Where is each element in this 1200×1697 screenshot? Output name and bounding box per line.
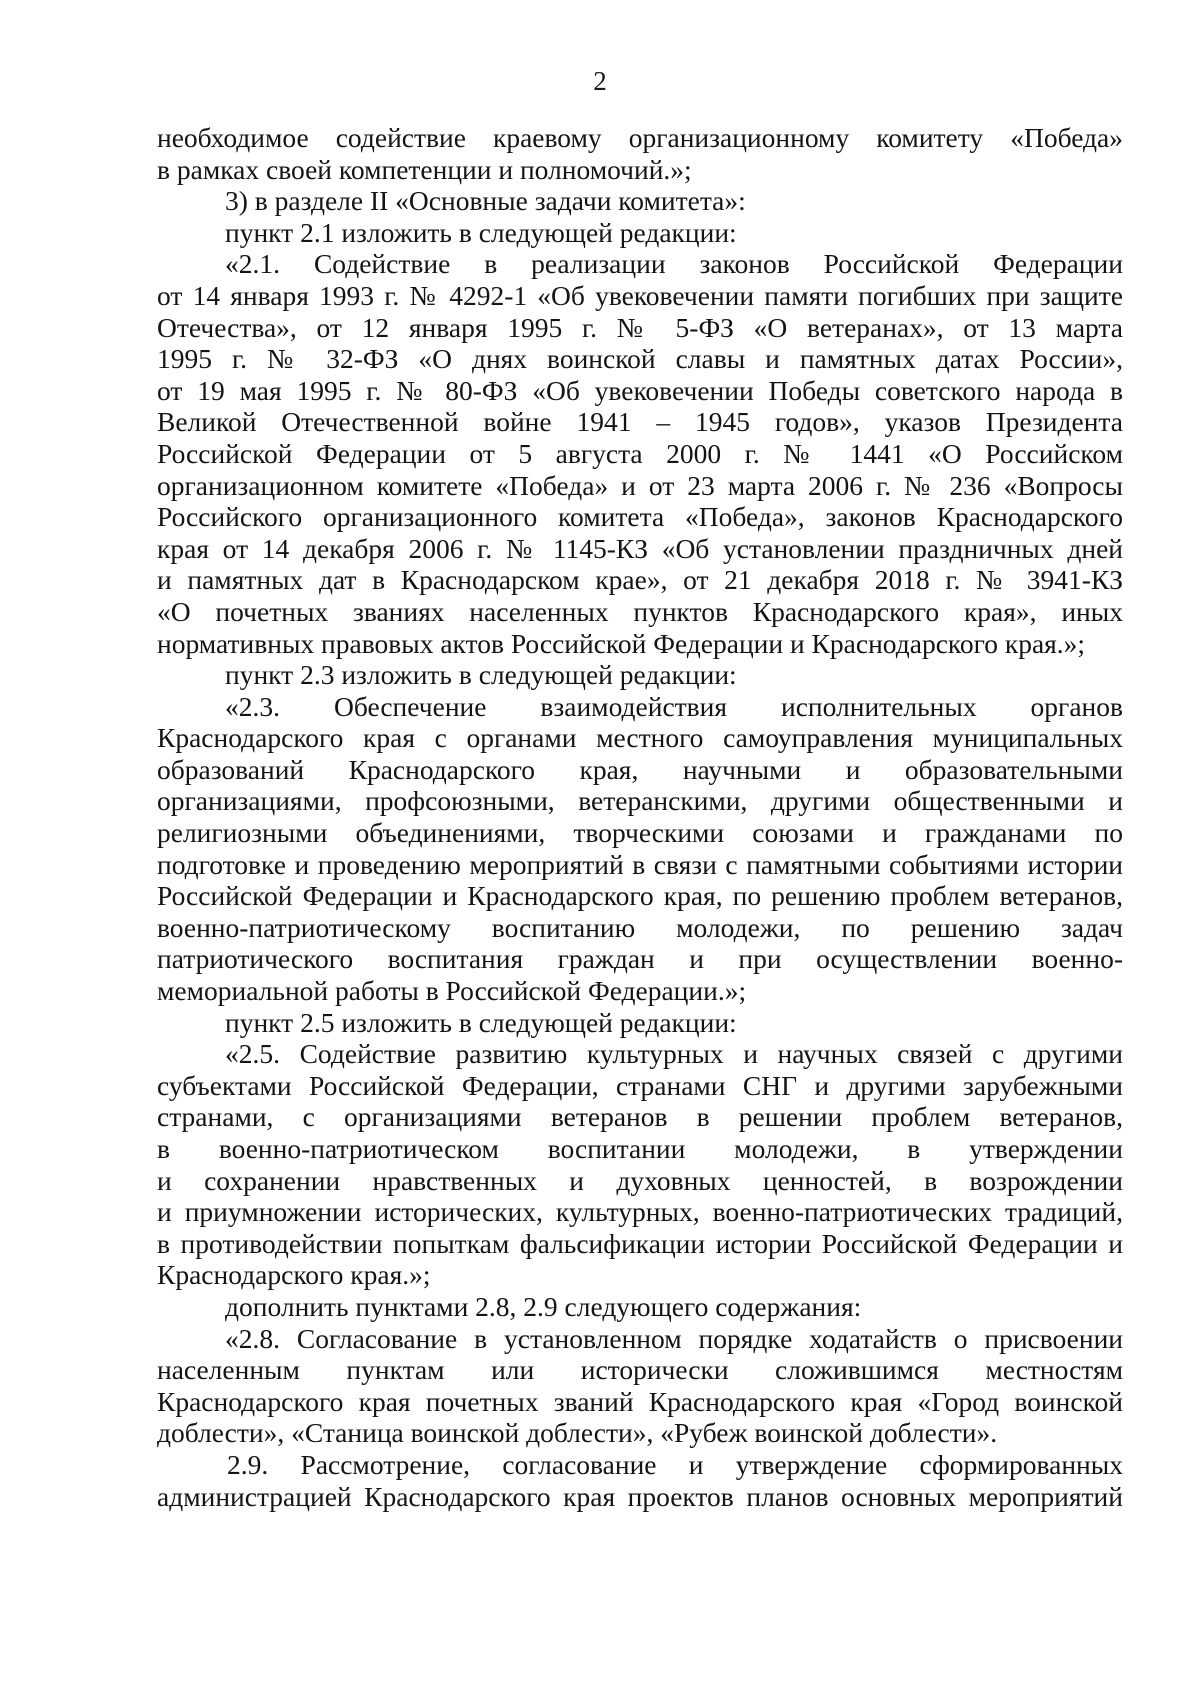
text-line: доблести», «Станица воинской доблести», «Рубеж воинской доблести». bbox=[157, 1417, 998, 1449]
text-line: и памятных дат в Краснодарском крае», от 21 декабря 2018 г. № 3941-КЗ bbox=[157, 564, 1123, 596]
text-line: 1995 г. № 32-ФЗ «О днях воинской славы и памятных датах России», bbox=[157, 343, 1123, 375]
text-line: населенным пунктам или исторически сложившимся местностям bbox=[157, 1354, 1123, 1386]
text-line: Краснодарского края с органами местного самоуправления муниципальных bbox=[157, 722, 1123, 754]
text-line: субъектами Российской Федерации, странами СНГ и другими зарубежными bbox=[157, 1069, 1123, 1101]
text-line: нормативных правовых актов Российской Федерации и Краснодарского края.»; bbox=[157, 627, 1086, 659]
text-line: пункт 2.1 изложить в следующей редакции: bbox=[225, 216, 737, 248]
text-line: «2.5. Содействие развитию культурных и научных связей с другими bbox=[225, 1038, 1123, 1070]
text-line: края от 14 декабря 2006 г. № 1145-КЗ «Об установлении праздничных дней bbox=[157, 532, 1123, 564]
text-line: пункт 2.3 изложить в следующей редакции: bbox=[225, 659, 737, 691]
text-line: от 14 января 1993 г. № 4292-1 «Об увековечении памяти погибших при защите bbox=[157, 279, 1123, 311]
text-line: в рамках своей компетенции и полномочий.»; bbox=[157, 153, 692, 185]
text-line: администрацией Краснодарского края проектов планов основных мероприятий bbox=[157, 1480, 1123, 1512]
text-line: «2.8. Согласование в установленном порядке ходатайств о присвоении bbox=[225, 1322, 1123, 1354]
text-line: мемориальной работы в Российской Федерации.»; bbox=[157, 975, 747, 1007]
text-line: пункт 2.5 изложить в следующей редакции: bbox=[225, 1006, 737, 1038]
text-line: необходимое содействие краевому организационному комитету «Победа» bbox=[157, 122, 1123, 153]
text-line: Краснодарского края почетных званий Краснодарского края «Город воинской bbox=[157, 1385, 1123, 1417]
page-number: 2 bbox=[593, 66, 607, 96]
text-line: Российской Федерации и Краснодарского края, по решению проблем ветеранов, bbox=[157, 880, 1123, 912]
text-line: «О почетных званиях населенных пунктов Краснодарского края», иных bbox=[157, 595, 1123, 627]
text-line: патриотического воспитания граждан и при осуществлении военно- bbox=[157, 943, 1123, 975]
text-line: 2.9. Рассмотрение, согласование и утверждение сформированных bbox=[227, 1448, 1123, 1480]
text-line: организациями, профсоюзными, ветеранскими, другими общественными и bbox=[157, 785, 1123, 817]
text-line: Российского организационного комитета «Победа», законов Краснодарского bbox=[157, 501, 1123, 533]
text-line: от 19 мая 1995 г. № 80-ФЗ «Об увековечении Победы советского народа в bbox=[157, 374, 1123, 406]
text-line: странами, с организациями ветеранов в решении проблем ветеранов, bbox=[157, 1101, 1123, 1133]
text-line: Краснодарского края.»; bbox=[157, 1259, 431, 1291]
text-line: 3) в разделе II «Основные задачи комитета»: bbox=[225, 185, 746, 217]
text-line: религиозными объединениями, творческими союзами и гражданами по bbox=[157, 817, 1123, 849]
text-line: образований Краснодарского края, научными и образовательными bbox=[157, 753, 1123, 785]
text-line: дополнить пунктами 2.8, 2.9 следующего содержания: bbox=[225, 1290, 862, 1322]
text-line: «2.3. Обеспечение взаимодействия исполнительных органов bbox=[225, 690, 1123, 722]
text-line: в противодействии попыткам фальсификации истории Российской Федерации и bbox=[157, 1227, 1123, 1259]
text-line: Великой Отечественной войне 1941 – 1945 годов», указов Президента bbox=[157, 406, 1123, 438]
text-line: Отечества», от 12 января 1995 г. № 5-ФЗ «О ветеранах», от 13 марта bbox=[157, 311, 1123, 343]
text-line: подготовке и проведению мероприятий в связи с памятными событиями истории bbox=[157, 848, 1123, 880]
text-line: «2.1. Содействие в реализации законов Российской Федерации bbox=[225, 248, 1123, 280]
text-line: Российской Федерации от 5 августа 2000 г. № 1441 «О Российском bbox=[157, 437, 1123, 469]
text-line: в военно-патриотическом воспитании молодежи, в утверждении bbox=[157, 1133, 1123, 1164]
text-line: организационном комитете «Победа» и от 23 марта 2006 г. № 236 «Вопросы bbox=[157, 469, 1123, 501]
text-line: и сохранении нравственных и духовных ценностей, в возрождении bbox=[157, 1164, 1123, 1196]
document-body bbox=[157, 122, 1123, 1512]
text-line: военно-патриотическому воспитанию молодежи, по решению задач bbox=[157, 911, 1123, 943]
text-line: и приумножении исторических, культурных, военно-патриотических традиций, bbox=[157, 1196, 1123, 1228]
